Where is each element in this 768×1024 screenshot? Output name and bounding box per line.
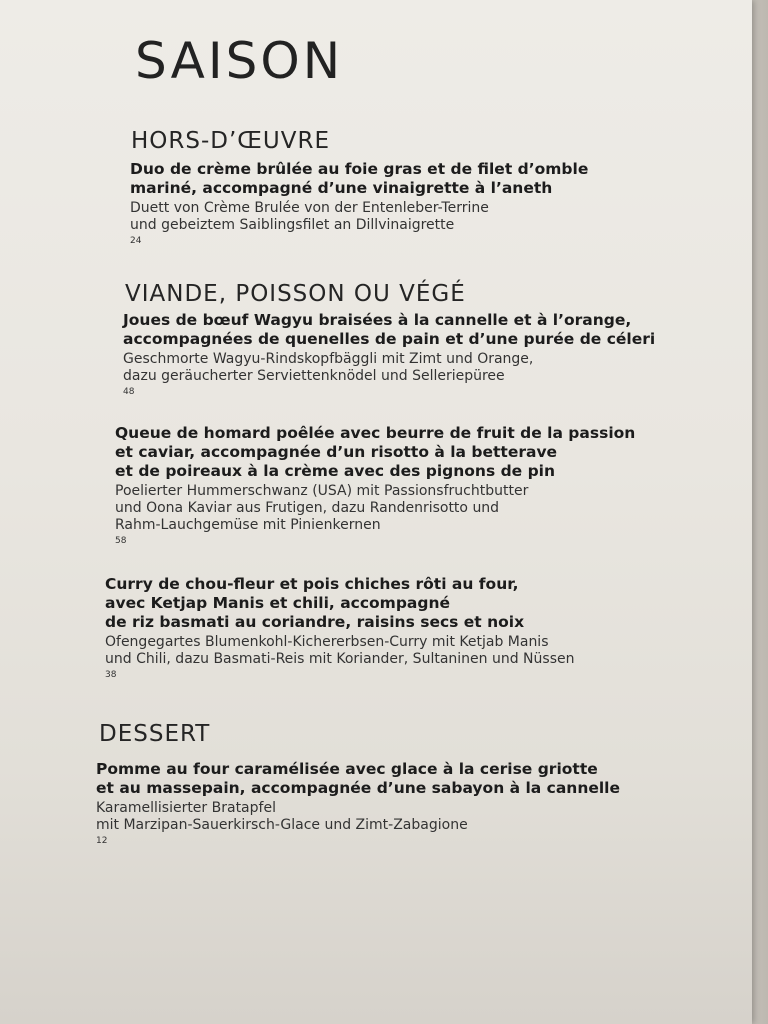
dish-price: 24	[130, 236, 142, 246]
dish-name-fr: Joues de bœuf Wagyu braisées à la cannelle et à l’orange, accompagnées de quenelles de pain et d’une purée de céleri	[123, 311, 656, 348]
dish-pomme-au-four	[96, 760, 620, 846]
dish-price: 38	[105, 670, 117, 680]
section-heading-dessert: DESSERT	[99, 721, 211, 747]
dish-homard	[115, 424, 635, 546]
dish-name-de: Poelierter Hummerschwanz (USA) mit Passionsfruchtbutter und Oona Kaviar aus Frutigen, dazu Randenrisotto und Rahm-Lauchgemüse mit Pinienkernen	[115, 483, 529, 533]
section-heading-hors-doeuvre: HORS-D’ŒUVRE	[131, 128, 330, 154]
dish-price: 48	[123, 387, 135, 397]
dish-name-fr: Pomme au four caramélisée avec glace à la cerise griotte et au massepain, accompagnée d’une sabayon à la cannelle	[96, 760, 621, 797]
dish-name-fr: Duo de crème brûlée au foie gras et de filet d’omble mariné, accompagné d’une vinaigrette à l’aneth	[130, 160, 589, 197]
dish-name-de: Duett von Crème Brulée von der Entenleber-Terrine und gebeiztem Saiblingsfilet an Dillvinaigrette	[130, 200, 489, 233]
dish-name-fr: Curry de chou-fleur et pois chiches rôti au four, avec Ketjap Manis et chili, accompagné de riz basmati au coriandre, raisins secs et noix	[105, 575, 525, 631]
dish-foie-gras-omble	[130, 160, 588, 246]
dish-name-de: Karamellisierter Bratapfel mit Marzipan-Sauerkirsch-Glace und Zimt-Zabagione	[96, 800, 468, 833]
dish-name-fr: Queue de homard poêlée avec beurre de fruit de la passion et caviar, accompagnée d’un risotto à la betterave et de poireaux à la crème avec des pignons de pin	[115, 424, 636, 480]
dish-price: 12	[96, 836, 108, 846]
dish-wagyu	[123, 311, 655, 397]
section-heading-viande: VIANDE, POISSON OU VÉGÉ	[125, 281, 466, 307]
dish-curry	[105, 575, 574, 680]
dish-price: 58	[115, 536, 127, 546]
dish-name-de: Ofengegartes Blumenkohl-Kichererbsen-Curry mit Ketjab Manis und Chili, dazu Basmati-Reis mit Koriander, Sultaninen und Nüssen	[105, 634, 575, 667]
dish-name-de: Geschmorte Wagyu-Rindskopfbäggli mit Zimt und Orange, dazu geräucherter Serviettenknödel und Selleriepüree	[123, 351, 534, 384]
menu-title: SAISON	[135, 32, 344, 90]
